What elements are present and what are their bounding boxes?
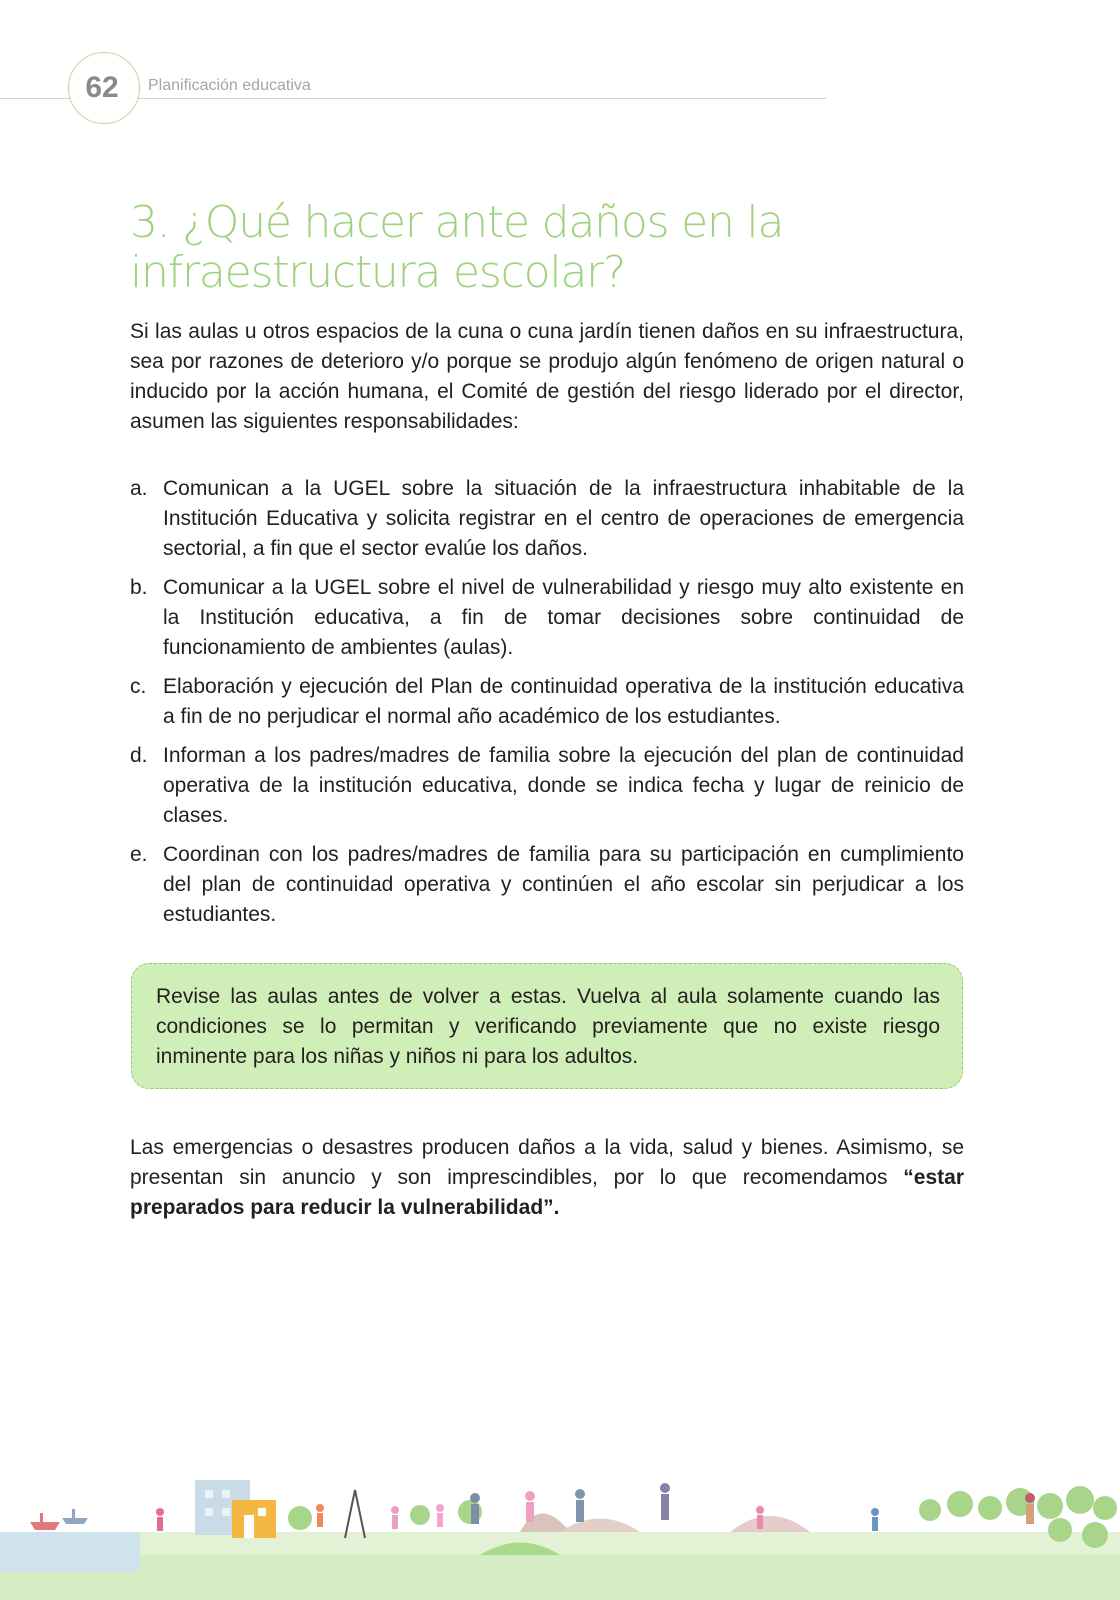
callout-box [131, 963, 963, 1089]
list-item [130, 672, 964, 732]
closing-paragraph [130, 1133, 964, 1223]
school-building-icon [232, 1500, 276, 1538]
list-item-text: Elaboración y ejecución del Plan de continuidad operativa de la institución educativa a fin de no perjudicar el normal año académico de los estudiantes. [163, 675, 964, 728]
list-item [130, 474, 964, 564]
boat-icon [62, 1509, 88, 1524]
list-marker: c. [130, 675, 147, 698]
list-item [130, 741, 964, 831]
list-marker: e. [130, 843, 148, 866]
closing-text: Las emergencias o desastres producen daños a la vida, salud y bienes. Asimismo, se presentan sin anuncio y son imprescindibles, por lo que recomendamos [130, 1136, 964, 1189]
list-item-text: Comunican a la UGEL sobre la situación de la infraestructura inhabitable de la Institución Educativa y solicita registrar en el centro de operaciones de emergencia sectorial, a fin que el sector evalúe los daños. [163, 477, 964, 560]
list-item-text: Coordinan con los padres/madres de familia para su participación en cumplimiento del plan de continuidad operativa y continúen el año escolar sin perjudicar a los estudiantes. [163, 843, 964, 926]
community-landscape-illustration [0, 1460, 1120, 1600]
list-item-text: Comunicar a la UGEL sobre el nivel de vulnerabilidad y riesgo muy alto existente en la Institución educativa, a fin de tomar decisiones sobre continuidad de funcionamiento de ambientes (aulas). [163, 576, 964, 659]
list-item [130, 840, 964, 930]
list-marker: a. [130, 477, 148, 500]
responsibilities-list [130, 474, 964, 939]
intro-paragraph: Si las aulas u otros espacios de la cuna o cuna jardín tienen daños en su infraestructura, sea por razones de deterioro y/o porque se produjo algún fenómeno de origen natural o inducido por la acción humana, el Comité de gestión del riesgo liderado por el director, asumen las siguientes responsabilidades: [130, 320, 964, 433]
swing-icon [345, 1490, 365, 1538]
page-number: 62 [85, 71, 119, 104]
callout-text: Revise las aulas antes de volver a estas. Vuelva al aula solamente cuando las condiciones se lo permitan y verificando previamente que no existe riesgo inminente para los niñas y niños ni para los adultos. [156, 985, 940, 1068]
list-item-text: Informan a los padres/madres de familia sobre la ejecución del plan de continuidad operativa de la institución educativa, donde se indica fecha y lugar de reinicio de clases. [163, 744, 964, 827]
running-head: Planificación educativa [148, 77, 311, 94]
list-marker: b. [130, 576, 148, 599]
list-item [130, 573, 964, 663]
section-title: 3. ¿Qué hacer ante daños en la infraestructura escolar? [130, 197, 784, 298]
page-number-badge [68, 52, 140, 124]
closing-bold-text: “estar preparados para reducir la vulnerabilidad”. [130, 1166, 964, 1219]
list-marker: d. [130, 744, 148, 767]
boat-icon [30, 1513, 60, 1530]
